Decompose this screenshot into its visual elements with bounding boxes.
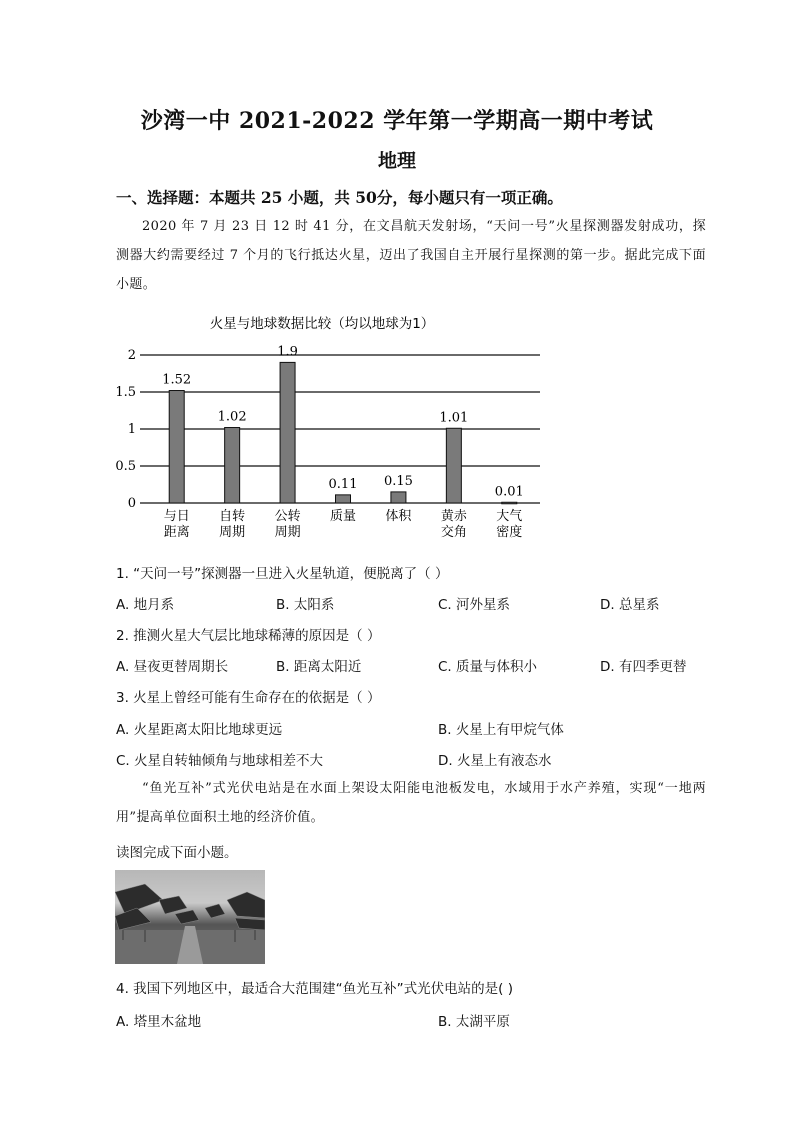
solar-panel-fishpond-photo (115, 870, 265, 964)
mars-earth-bar-chart (112, 310, 552, 550)
q3-option-b[interactable]: B. 火星上有甲烷气体 (438, 722, 564, 738)
bar (502, 502, 517, 504)
y-tick-label: 0.5 (115, 459, 136, 474)
question-3-stem: 3. 火星上曾经可能有生命存在的依据是（ ） (116, 690, 381, 706)
x-category-label: 距离 (163, 525, 190, 540)
q1-option-a[interactable]: A. 地月系 (116, 597, 175, 613)
bar (169, 391, 184, 503)
q4-option-a[interactable]: A. 塔里木盆地 (116, 1014, 202, 1030)
bar (391, 492, 406, 503)
bar-value-label: 1.9 (277, 344, 298, 360)
q3-option-c[interactable]: C. 火星自转轴倾角与地球相差不大 (116, 753, 324, 769)
q3-option-d[interactable]: D. 火星上有液态水 (438, 753, 552, 769)
q2-option-b[interactable]: B. 距离太阳近 (276, 659, 362, 675)
x-category-label: 黄赤 (440, 509, 467, 524)
q4-option-b[interactable]: B. 太湖平原 (438, 1014, 510, 1030)
y-tick-label: 2 (127, 348, 136, 363)
x-category-label: 质量 (329, 509, 357, 524)
q2-option-a[interactable]: A. 昼夜更替周期长 (116, 659, 229, 675)
chart-title: 火星与地球数据比较（均以地球为1） (209, 316, 435, 332)
q3-option-a[interactable]: A. 火星距离太阳比地球更远 (116, 722, 283, 738)
bar-value-label: 1.02 (217, 409, 247, 425)
exam-subject: 地理 (377, 150, 416, 172)
bar (280, 362, 295, 503)
q1-option-d[interactable]: D. 总星系 (600, 597, 660, 613)
exam-title: 沙湾一中 2021-2022 学年第一学期高一期中考试 (140, 108, 654, 134)
x-category-label: 自转 (219, 509, 246, 524)
bar (225, 428, 240, 503)
question-4-stem: 4. 我国下列地区中，最适合大范围建“鱼光互补”式光伏电站的是( ) (116, 981, 513, 997)
q2-option-d[interactable]: D. 有四季更替 (600, 659, 687, 675)
solar-panel-illustration (115, 870, 265, 964)
x-category-label: 体积 (385, 509, 412, 524)
x-category-label: 大气 (496, 509, 523, 524)
x-category-label: 周期 (219, 525, 246, 540)
y-tick-label: 1 (127, 422, 136, 437)
question-2-stem: 2. 推测火星大气层比地球稀薄的原因是（ ） (116, 628, 381, 644)
q2-option-c[interactable]: C. 质量与体积小 (438, 659, 538, 675)
x-category-label: 公转 (274, 509, 301, 524)
section-heading: 一、选择题：本题共 25 小题，共 50分，每小题只有一项正确。 (116, 188, 563, 207)
bar-value-label: 1.01 (439, 410, 469, 426)
bar-value-label: 0.01 (494, 484, 524, 500)
x-category-label: 密度 (496, 525, 523, 540)
x-category-label: 周期 (274, 525, 301, 540)
y-tick-label: 1.5 (115, 385, 136, 400)
x-category-label: 交角 (440, 525, 467, 540)
x-category-label: 与日 (163, 509, 190, 524)
q1-option-c[interactable]: C. 河外星系 (438, 597, 511, 613)
passage-1: 2020 年 7 月 23 日 12 时 41 分，在文昌航天发射场，“天问一号”火星探测器发射成功，探测器大约需要经过 7 个月的飞行抵达火星，迈出了我国自主开展行星探测的第一步。据此完成下面小题。 (116, 219, 706, 292)
passage-2: “鱼光互补”式光伏电站是在水面上架设太阳能电池板发电，水域用于水产养殖，实现“一地两用”提高单位面积土地的经济价值。 (116, 781, 706, 825)
q1-option-b[interactable]: B. 太阳系 (276, 597, 335, 613)
bar-value-label: 0.11 (328, 476, 358, 492)
y-tick-label: 0 (127, 496, 136, 511)
bar (446, 428, 461, 503)
question-1-stem: 1. “天问一号”探测器一旦进入火星轨道，便脱离了（ ） (116, 566, 449, 582)
bar-value-label: 0.15 (383, 473, 413, 489)
read-figure-instruction: 读图完成下面小题。 (116, 845, 238, 861)
bar-value-label: 1.52 (162, 372, 192, 388)
bar (336, 495, 351, 503)
